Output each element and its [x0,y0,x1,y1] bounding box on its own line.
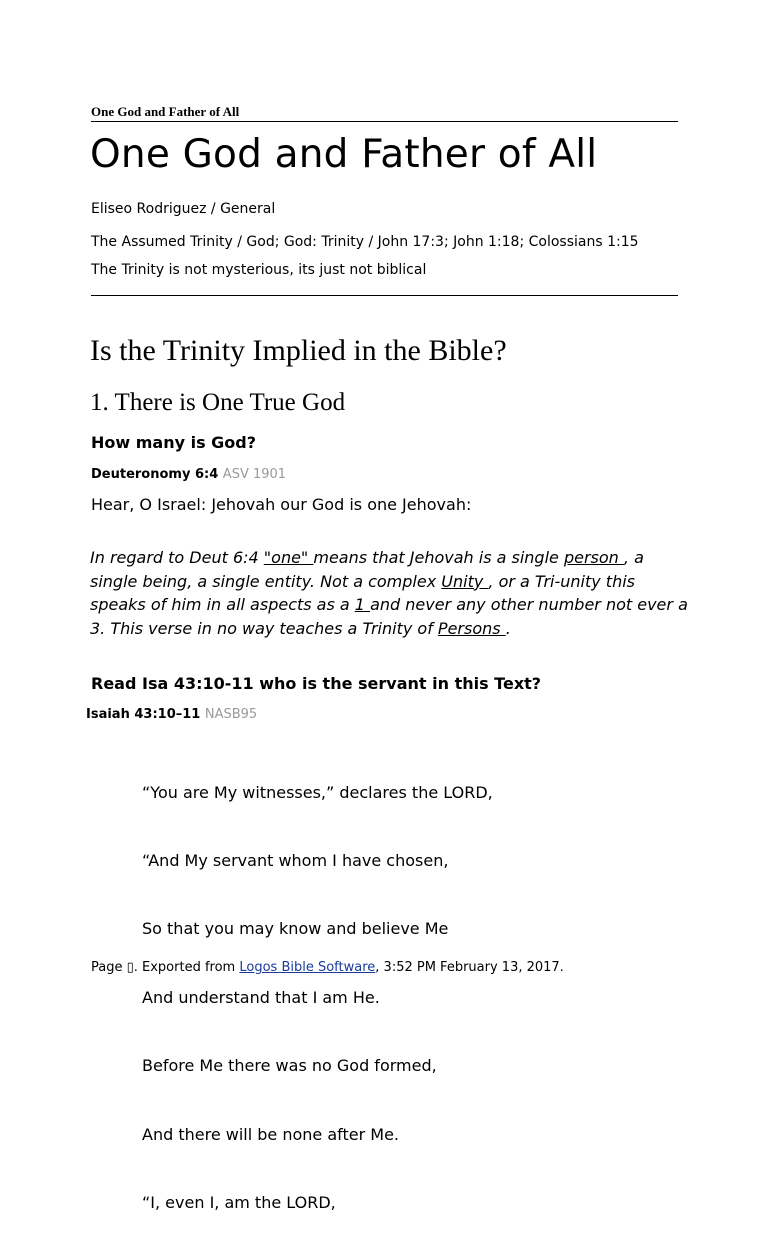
reference-passage[interactable]: Deuteronomy 6:4 [91,467,219,482]
note-text: In regard to Deut 6:4 [90,548,264,567]
reference-version[interactable]: NASB95 [204,707,258,722]
page-footer [91,960,564,975]
poem-line: And there will be none after Me. [142,1124,400,1144]
logos-link[interactable]: Logos Bible Software [239,960,376,975]
note-blank-one: "one" [263,548,314,567]
note-blank-persons: Persons [437,618,506,638]
export-timestamp: , 3:52 PM February 13, 2017. [375,960,564,975]
summary-line: The Trinity is not mysterious, its just not biblical [91,262,427,278]
poem-line: So that you may know and believe Me [142,919,449,939]
section-heading: Is the Trinity Implied in the Bible? [90,334,507,367]
scripture-poem [142,736,493,1260]
note-blank-unity: Unity [441,571,489,591]
header-divider [91,295,678,296]
poem-line: “And My servant whom I have chosen, [142,850,449,870]
author-line: Eliseo Rodriguez / General [91,201,276,217]
poem-line: And understand that I am He. [142,987,380,1007]
poem-line: “You are My witnesses,” declares the LORD, [142,782,493,802]
document-title: One God and Father of All [90,132,598,177]
scripture-reference [86,707,257,722]
topics-line: The Assumed Trinity / God; God: Trinity / John 17:3; John 1:18; Colossians 1:15 [91,234,639,250]
note-text: , or a Tri-unity this speaks of him in all aspects as a [90,571,635,614]
question-how-many: How many is God? [91,433,257,452]
note-blank-number: 1 [354,595,371,614]
reference-passage[interactable]: Isaiah 43:10–11 [86,707,201,722]
running-header: One God and Father of All [91,104,678,122]
study-note [90,546,690,640]
note-text: and never any other number not ever a 3. This verse in no way teaches a Trinity of [90,595,688,638]
note-text: means that Jehovah is a single [313,548,564,567]
section-subheading: 1. There is One True God [90,389,346,416]
question-servant: Read Isa 43:10-11 who is the servant in this Text? [91,674,542,693]
verse-text: Hear, O Israel: Jehovah our God is one Jehovah: [91,495,472,514]
note-blank-person: person [563,548,624,567]
scripture-reference [91,467,286,482]
poem-line: Before Me there was no God formed, [142,1056,437,1076]
poem-line: “I, even I, am the LORD, [142,1192,336,1212]
reference-version[interactable]: ASV 1901 [222,467,287,482]
footer-text: Exported from [137,960,240,975]
note-text: . [505,618,511,638]
note-text: , a single being, a single entity. Not a complex [90,548,644,591]
page-number: Page ▯. [91,960,138,975]
